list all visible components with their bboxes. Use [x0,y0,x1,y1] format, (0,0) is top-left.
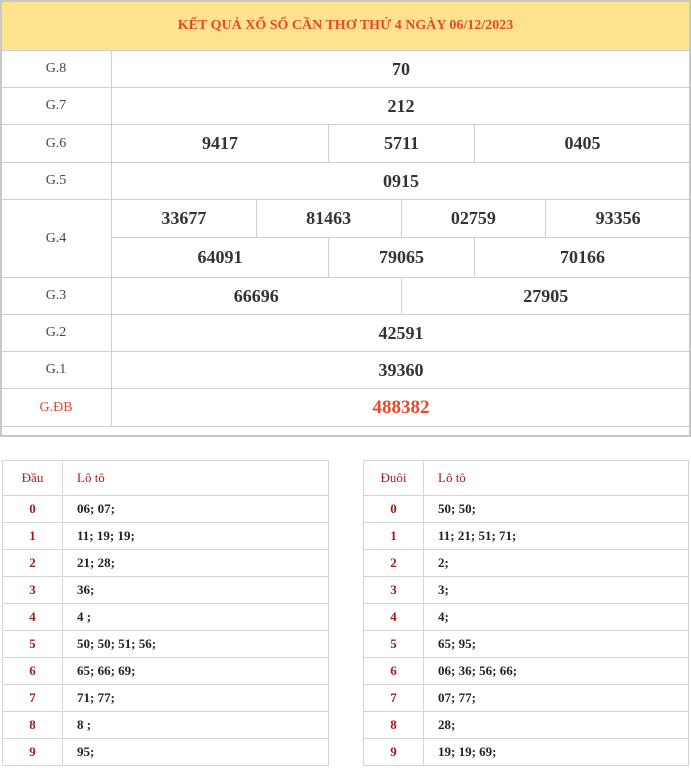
prize-number: 42591 [112,315,691,352]
loto-values: 95; [63,739,329,766]
prize-row-g2 [1,315,691,352]
loto-values: 71; 77; [63,685,329,712]
loto-values: 36; [63,577,329,604]
prize-row-g8 [1,51,691,88]
prize-row-g3 [1,278,691,315]
loto-key: 9 [3,739,63,766]
prize-label: G.ĐB [1,389,112,427]
prize-label: G.8 [1,51,112,88]
loto-values: 19; 19; 69; [424,739,689,766]
loto-values: 11; 21; 51; 71; [424,523,689,550]
loto-key: 8 [3,712,63,739]
loto-row [3,658,329,685]
loto-key: 0 [364,496,424,523]
loto-row [3,631,329,658]
prize-subtable [112,238,690,277]
loto-values: 65; 66; 69; [63,658,329,685]
loto-values: 21; 28; [63,550,329,577]
loto-tail-table [363,460,689,766]
loto-header-values: Lô tô [424,461,689,496]
prize-numbers-group [112,125,691,163]
prize-row-g1 [1,352,691,389]
prize-label: G.4 [1,200,112,278]
prize-number: 93356 [546,200,691,238]
loto-key: 9 [364,739,424,766]
loto-values: 3; [424,577,689,604]
prize-number: 0915 [112,163,691,200]
loto-row [364,577,689,604]
loto-row [3,712,329,739]
loto-row [3,550,329,577]
prize-number: 27905 [401,278,691,315]
loto-values: 2; [424,550,689,577]
loto-key: 8 [364,712,424,739]
loto-row [364,496,689,523]
prize-row-special [1,389,691,427]
loto-key: 7 [3,685,63,712]
loto-row [364,523,689,550]
prize-number: 70 [112,51,691,88]
loto-key: 3 [3,577,63,604]
loto-row [3,577,329,604]
loto-key: 1 [3,523,63,550]
loto-values: 28; [424,712,689,739]
loto-key: 0 [3,496,63,523]
loto-row [3,685,329,712]
loto-key: 3 [364,577,424,604]
loto-key: 6 [364,658,424,685]
special-prize-number: 488382 [112,389,691,427]
loto-key: 5 [364,631,424,658]
loto-key: 2 [364,550,424,577]
prize-number: 39360 [112,352,691,389]
loto-values: 4 ; [63,604,329,631]
prize-number: 70166 [560,247,605,267]
loto-row [3,523,329,550]
prize-number: 81463 [256,200,401,238]
loto-values: 06; 07; [63,496,329,523]
loto-values: 50; 50; [424,496,689,523]
loto-key: 2 [3,550,63,577]
prize-number: 66696 [112,278,402,315]
loto-key: 6 [3,658,63,685]
loto-row [364,739,689,766]
loto-row [3,604,329,631]
loto-values: 07; 77; [424,685,689,712]
prize-numbers-group [112,238,691,278]
prize-number: 212 [112,88,691,125]
loto-header-key: Đuôi [364,461,424,496]
loto-row [364,550,689,577]
loto-values: 06; 36; 56; 66; [424,658,689,685]
prize-number: 0405 [564,133,601,153]
prize-number: 9417 [112,125,329,162]
prize-number: 79065 [329,238,475,277]
loto-row [364,631,689,658]
prize-row-g5 [1,163,691,200]
loto-key: 7 [364,685,424,712]
loto-key: 1 [364,523,424,550]
loto-key: 5 [3,631,63,658]
loto-row [3,739,329,766]
prize-label: G.7 [1,88,112,125]
loto-values: 11; 19; 19; [63,523,329,550]
loto-row [364,658,689,685]
prize-subtable [112,125,690,162]
results-title: KẾT QUẢ XỔ SỐ CẦN THƠ THỨ 4 NGÀY 06/12/2023 [1,1,691,51]
loto-values: 50; 50; 51; 56; [63,631,329,658]
prize-row-g7 [1,88,691,125]
prize-label: G.5 [1,163,112,200]
loto-values: 4; [424,604,689,631]
loto-row [364,685,689,712]
loto-header-values: Lô tô [63,461,329,496]
prize-row-g4 [1,200,691,238]
loto-key: 4 [364,604,424,631]
prize-label: G.3 [1,278,112,315]
prize-number: 02759 [401,200,546,238]
loto-key: 4 [3,604,63,631]
loto-values: 65; 95; [424,631,689,658]
prize-number: 33677 [112,200,257,238]
prize-number: 5711 [329,125,475,162]
prize-number: 64091 [112,238,329,277]
prize-label: G.6 [1,125,112,163]
loto-row [364,604,689,631]
prize-row-g6 [1,125,691,163]
loto-row [3,496,329,523]
loto-row [364,712,689,739]
loto-values: 8 ; [63,712,329,739]
loto-header-key: Đầu [3,461,63,496]
loto-head-table [2,460,329,766]
prize-label: G.2 [1,315,112,352]
prize-label: G.1 [1,352,112,389]
